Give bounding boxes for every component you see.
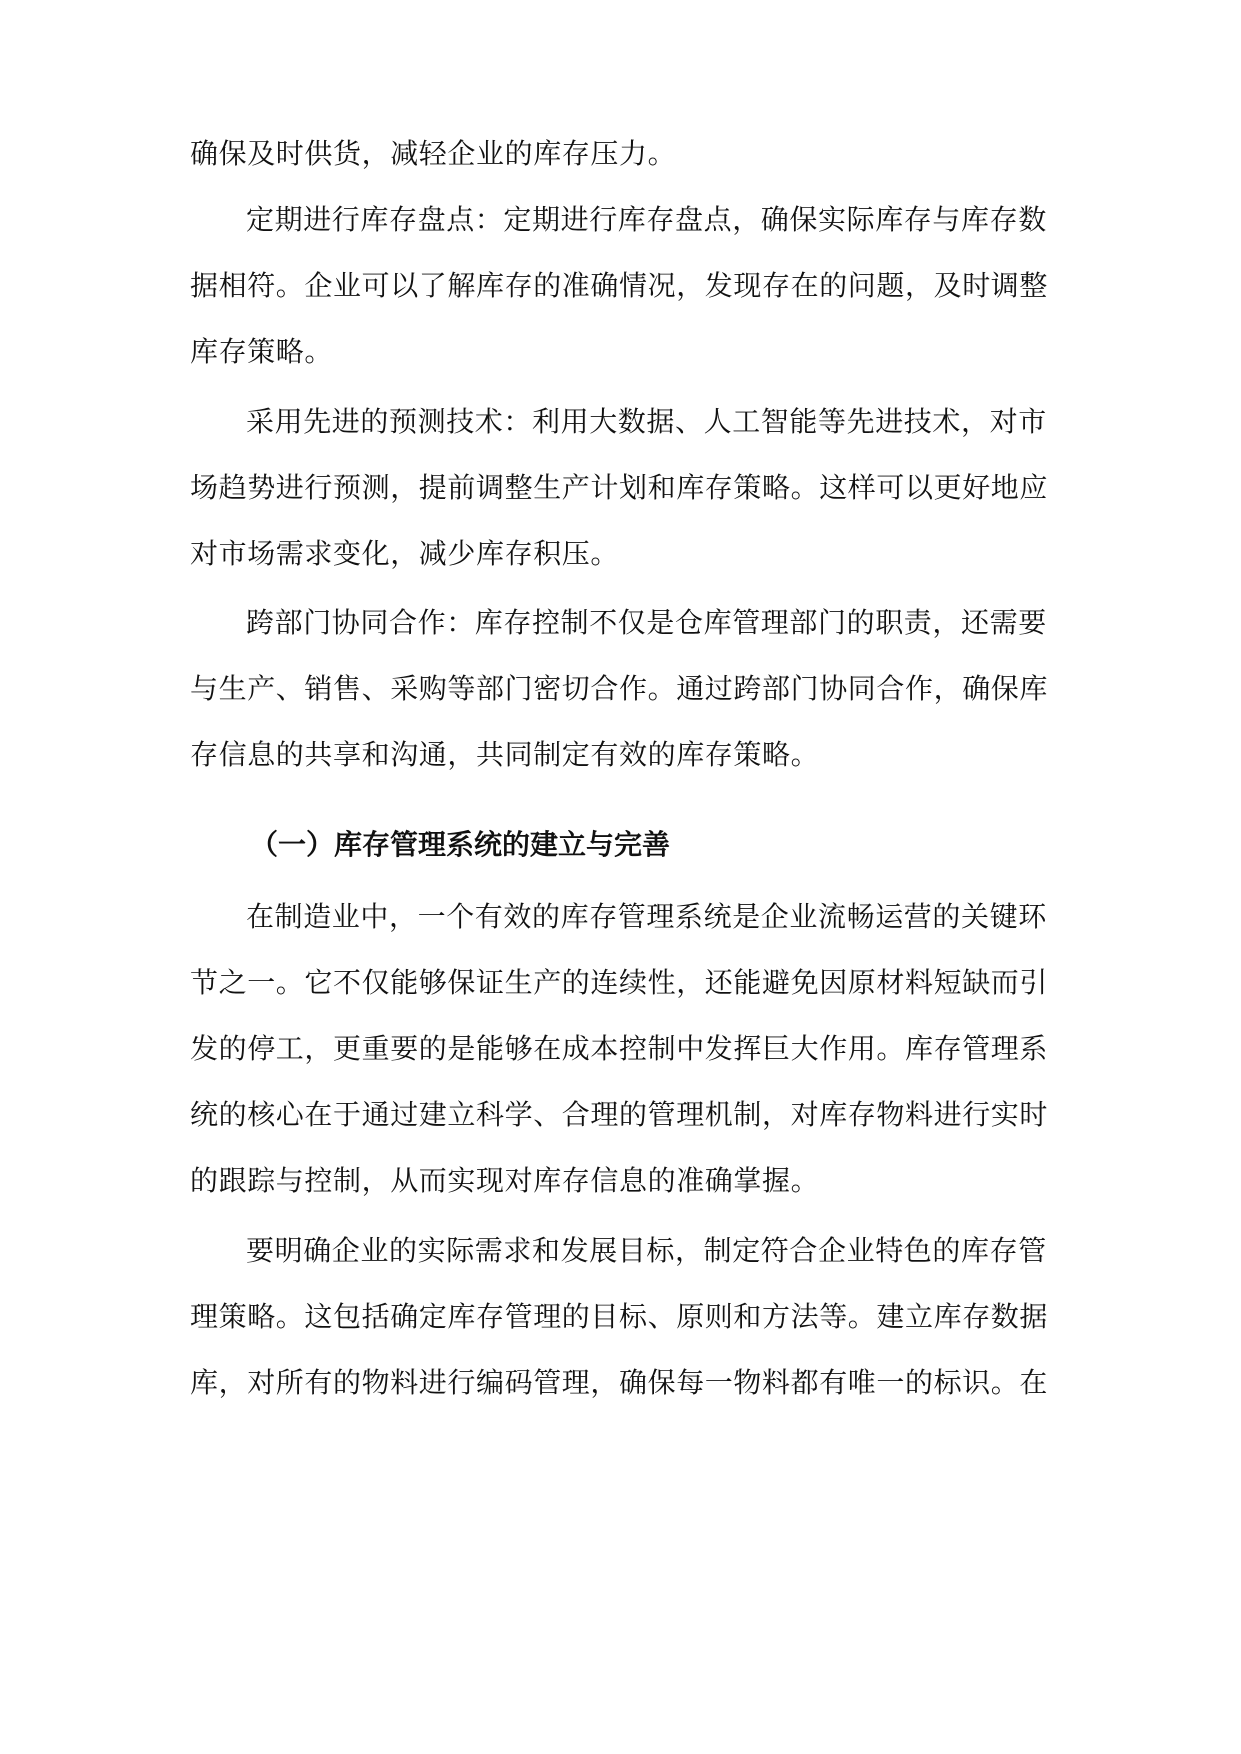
paragraph-line: 在制造业中，一个有效的库存管理系统是企业流畅运营的关键环 <box>246 900 1047 933</box>
paragraph-line: 库存策略。 <box>190 335 334 368</box>
paragraph-line: 采用先进的预测技术：利用大数据、人工智能等先进技术，对市 <box>246 405 1047 438</box>
paragraph-line: 库，对所有的物料进行编码管理，确保每一物料都有唯一的标识。在 <box>190 1366 1049 1399</box>
paragraph-line: 与生产、销售、采购等部门密切合作。通过跨部门协同合作，确保库 <box>190 672 1049 705</box>
paragraph-line: 定期进行库存盘点：定期进行库存盘点，确保实际库存与库存数 <box>246 203 1047 236</box>
paragraph-line: 场趋势进行预测，提前调整生产计划和库存策略。这样可以更好地应 <box>190 471 1049 504</box>
paragraph-line: 统的核心在于通过建立科学、合理的管理机制，对库存物料进行实时 <box>190 1098 1049 1131</box>
paragraph-line: 确保及时供货，减轻企业的库存压力。 <box>190 137 677 170</box>
paragraph-line: 据相符。企业可以了解库存的准确情况，发现存在的问题，及时调整 <box>190 269 1049 302</box>
paragraph-line: 理策略。这包括确定库存管理的目标、原则和方法等。建立库存数据 <box>190 1300 1049 1333</box>
paragraph-line: 存信息的共享和沟通，共同制定有效的库存策略。 <box>190 738 820 771</box>
paragraph-line: 节之一。它不仅能够保证生产的连续性，还能避免因原材料短缺而引 <box>190 966 1049 999</box>
paragraph-line: 跨部门协同合作：库存控制不仅是仓库管理部门的职责，还需要 <box>246 606 1047 639</box>
paragraph-line: 要明确企业的实际需求和发展目标，制定符合企业特色的库存管 <box>246 1234 1047 1267</box>
paragraph-line: 发的停工，更重要的是能够在成本控制中发挥巨大作用。库存管理系 <box>190 1032 1049 1065</box>
paragraph-line: 对市场需求变化，减少库存积压。 <box>190 537 620 570</box>
paragraph-line: 的跟踪与控制，从而实现对库存信息的准确掌握。 <box>190 1164 820 1197</box>
section-heading: （一）库存管理系统的建立与完善 <box>250 828 671 861</box>
